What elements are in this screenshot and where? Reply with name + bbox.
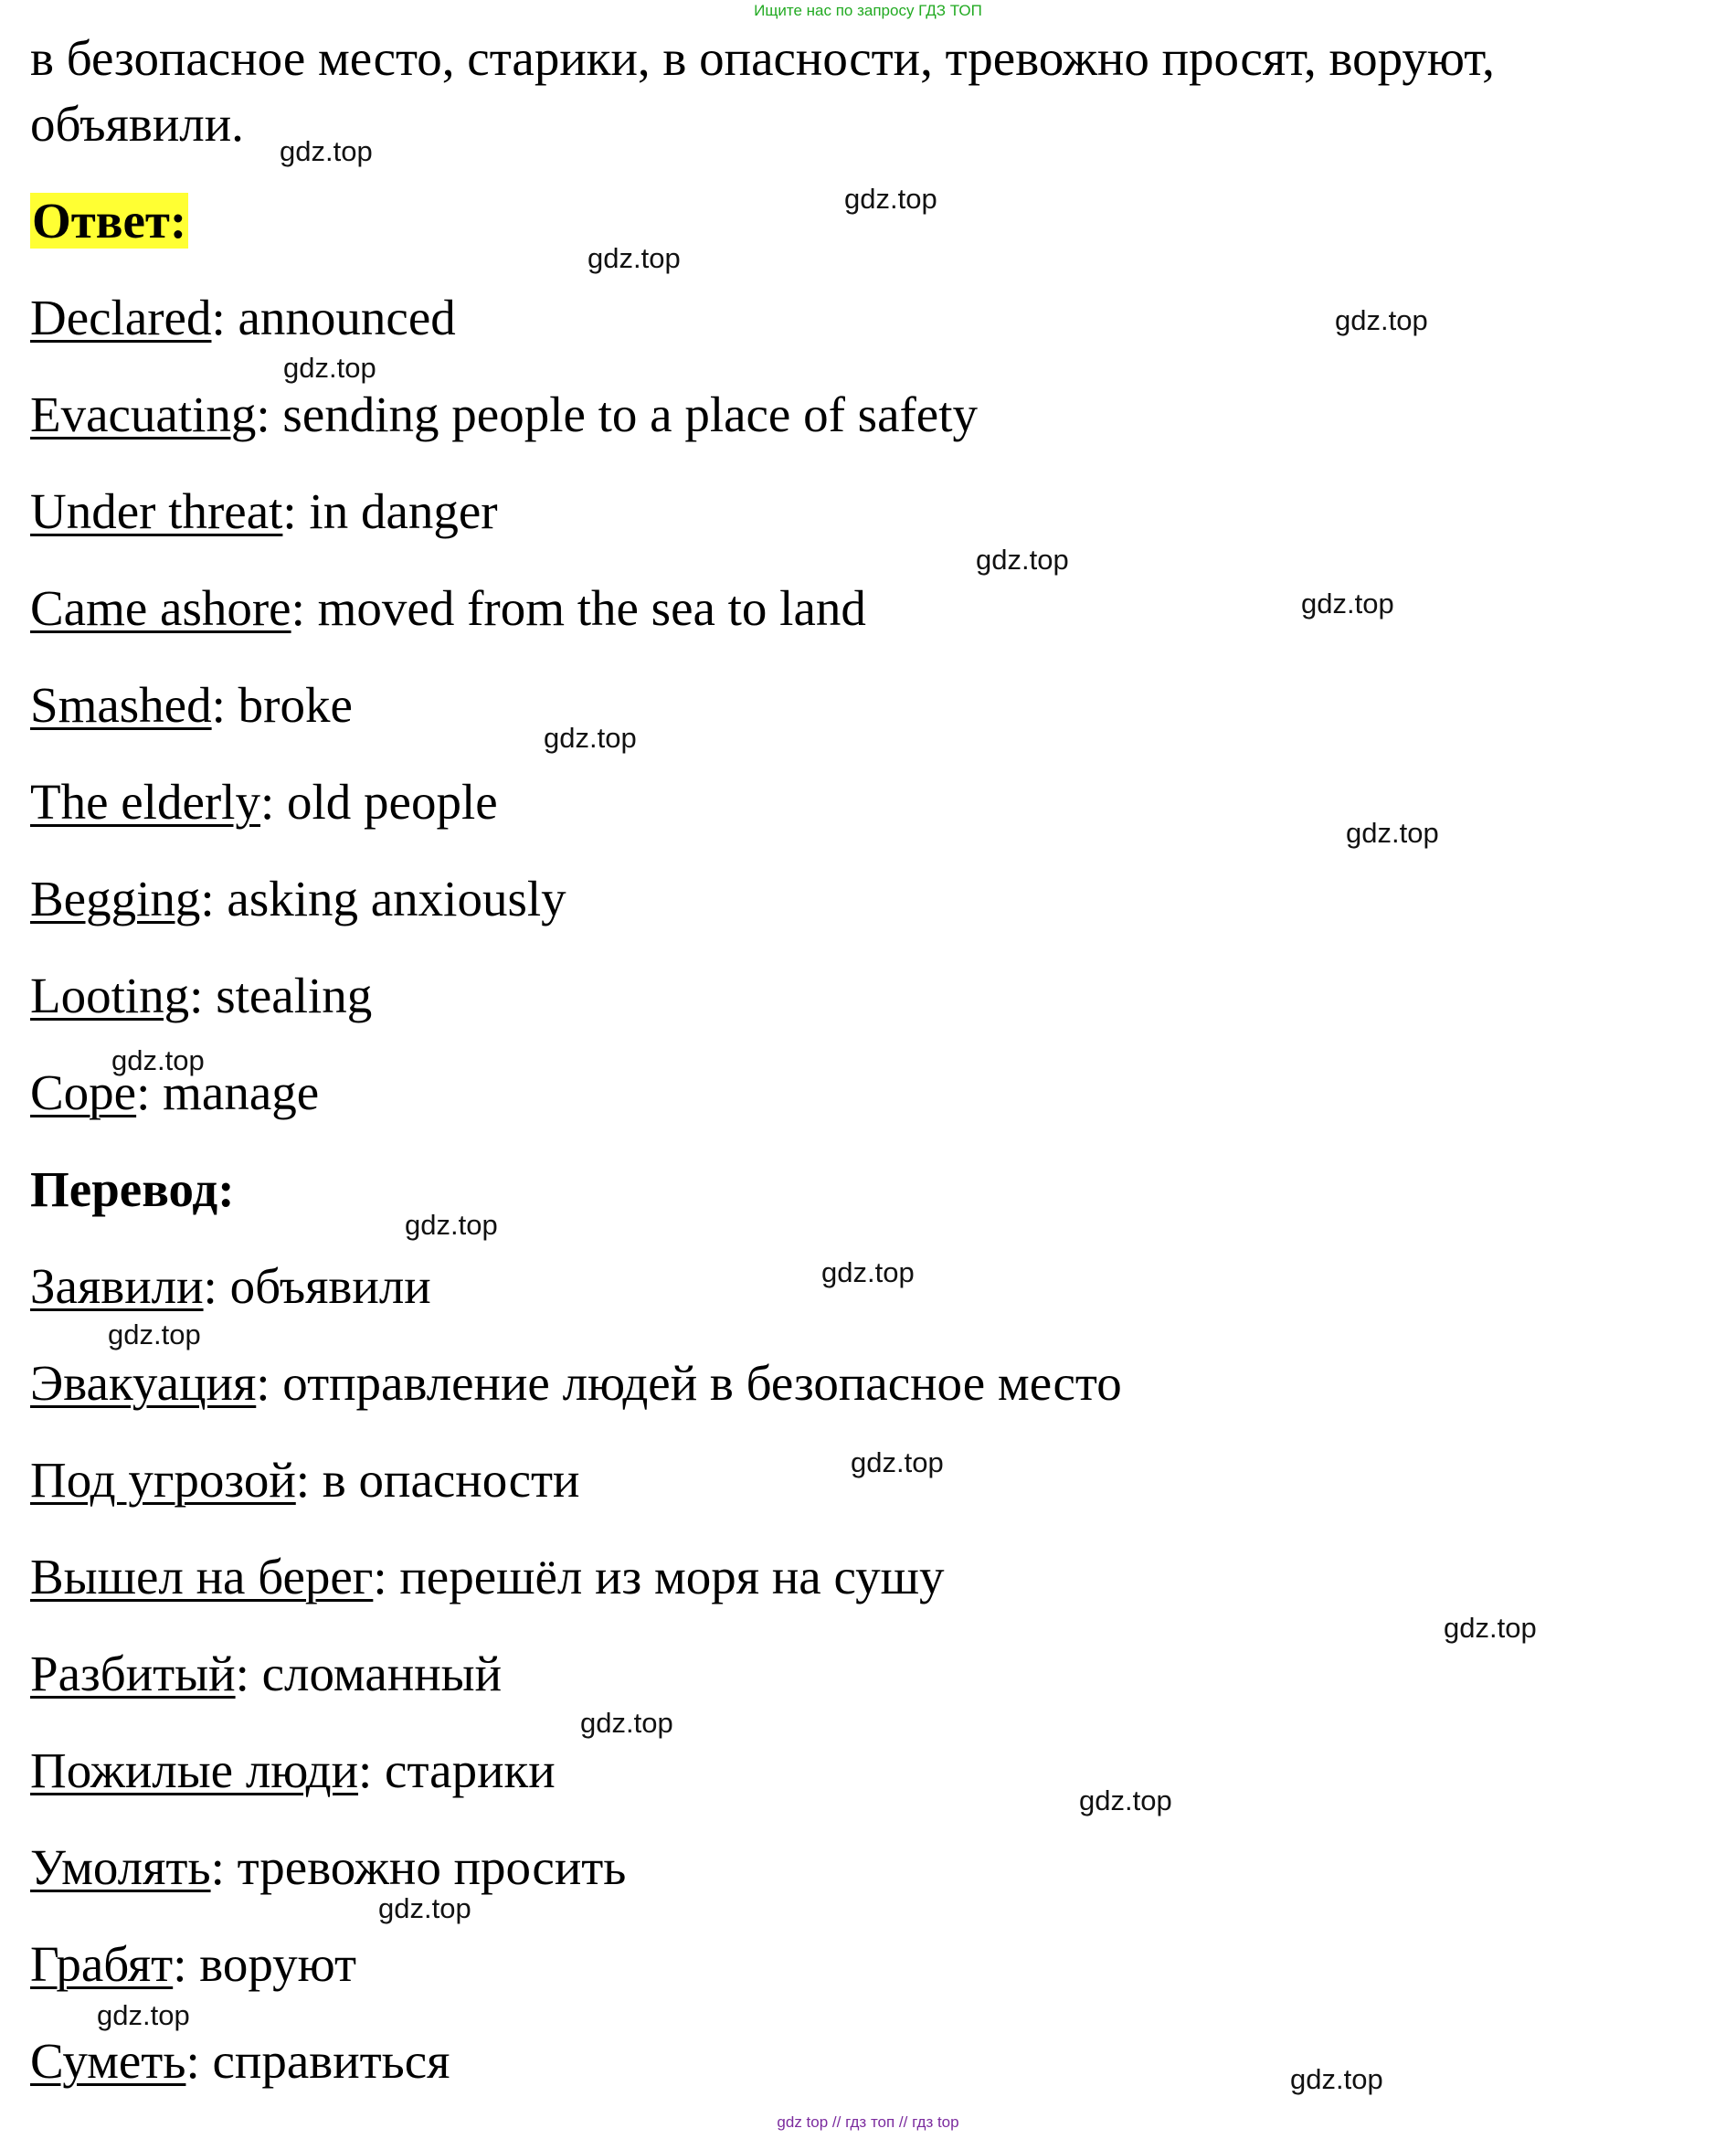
translation-definition: : объявили: [203, 1258, 431, 1314]
watermark: gdz.top: [97, 1999, 190, 2031]
answer-item: [30, 775, 498, 831]
watermark: gdz.top: [544, 722, 637, 754]
answer-heading-text: Ответ:: [32, 193, 187, 249]
watermark: gdz.top: [405, 1209, 498, 1241]
translation-item: [30, 1743, 556, 1799]
answer-item: [30, 581, 866, 637]
translation-definition: : перешёл из моря на сушу: [373, 1549, 945, 1604]
top-banner: Ищите нас по запросу ГДЗ ТОП: [754, 2, 982, 19]
translation-definition: : сломанный: [235, 1646, 503, 1701]
translation-heading: Перевод:: [30, 1161, 235, 1217]
translation-item: [30, 1453, 579, 1509]
watermark: gdz.top: [111, 1044, 205, 1076]
watermark: gdz.top: [580, 1707, 673, 1739]
answer-term: Looting: [30, 968, 190, 1023]
watermark: gdz.top: [976, 544, 1069, 576]
translation-definition: : в опасности: [295, 1452, 580, 1508]
watermark: gdz.top: [280, 135, 373, 167]
translation-term: Разбитый: [30, 1646, 236, 1701]
watermark: gdz.top: [1335, 304, 1428, 336]
watermark: gdz.top: [283, 352, 376, 384]
translation-term: Заявили: [30, 1258, 204, 1314]
answer-term: Cope: [30, 1064, 137, 1120]
answer-definition: : broke: [211, 677, 353, 733]
answer-item: [30, 387, 978, 443]
watermark: gdz.top: [844, 183, 937, 215]
translation-item: [30, 1937, 356, 1993]
intro-line-2: объявили.: [30, 96, 244, 152]
answer-term: Came ashore: [30, 580, 291, 636]
translation-definition: : старики: [358, 1742, 556, 1798]
answer-definition: : sending people to a place of safety: [256, 387, 978, 442]
watermark: gdz.top: [1444, 1612, 1537, 1644]
answer-item: [30, 678, 353, 734]
watermark: gdz.top: [378, 1892, 471, 1924]
translation-definition: : воруют: [173, 1936, 357, 1992]
translation-item: [30, 1259, 431, 1315]
answer-definition: : old people: [259, 774, 498, 830]
translation-item: [30, 2034, 450, 2090]
translation-definition: : справиться: [185, 2033, 450, 2089]
translation-term: Вышел на берег: [30, 1549, 374, 1604]
translation-item: [30, 1356, 1122, 1412]
watermark: gdz.top: [1079, 1784, 1172, 1816]
watermark: gdz.top: [1346, 817, 1439, 849]
watermark: gdz.top: [851, 1446, 944, 1478]
translation-item: [30, 1647, 502, 1702]
translation-item: [30, 1840, 626, 1896]
translation-term: Умолять: [30, 1839, 211, 1895]
translation-term: Суметь: [30, 2033, 186, 2089]
translation-term: Под угрозой: [30, 1452, 296, 1508]
answer-item: [30, 872, 566, 927]
answer-term: Under threat: [30, 483, 283, 539]
answer-definition: : in danger: [282, 483, 498, 539]
watermark: gdz.top: [108, 1318, 201, 1350]
watermark: gdz.top: [1290, 2063, 1383, 2095]
answer-term: Begging: [30, 871, 201, 927]
translation-term: Эвакуация: [30, 1355, 257, 1411]
answer-definition: : asking anxiously: [200, 871, 566, 927]
watermark: gdz.top: [587, 242, 681, 274]
translation-term: Грабят: [30, 1936, 174, 1992]
answer-definition: : moved from the sea to land: [291, 580, 866, 636]
translation-definition: : отправление людей в безопасное место: [256, 1355, 1122, 1411]
answer-definition: : manage: [136, 1064, 320, 1120]
answer-term: Smashed: [30, 677, 212, 733]
answer-term: Declared: [30, 290, 212, 345]
watermark: gdz.top: [1301, 588, 1394, 619]
footer-links: gdz top // гдз топ // гдз top: [777, 2113, 959, 2131]
translation-term: Пожилые люди: [30, 1742, 359, 1798]
answer-item: [30, 484, 498, 540]
answer-term: The elderly: [30, 774, 260, 830]
answer-definition: : announced: [211, 290, 456, 345]
answer-heading: [30, 194, 188, 249]
intro-line-1: в безопасное место, старики, в опасности, тревожно просят, воруют,: [30, 30, 1495, 86]
answer-item: [30, 291, 456, 346]
translation-item: [30, 1550, 945, 1605]
answer-item: [30, 969, 372, 1024]
watermark: gdz.top: [821, 1256, 915, 1288]
answer-definition: : stealing: [189, 968, 373, 1023]
translation-definition: : тревожно просить: [210, 1839, 627, 1895]
answer-term: Evacuating: [30, 387, 257, 442]
